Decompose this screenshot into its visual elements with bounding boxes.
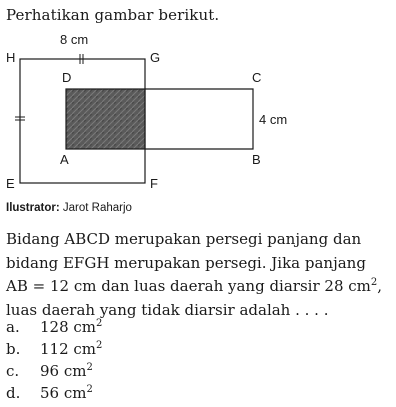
- option-letter: d.: [6, 384, 21, 402]
- credit-label: Ilustrator:: [6, 202, 60, 214]
- label-side-length: 4 cm: [259, 112, 288, 127]
- option-value: 96 cm: [40, 362, 87, 380]
- rectangle-abcd-outline: [145, 89, 253, 149]
- problem-text: AB = 12 cm dan luas daerah yang diarsir 28 cm: [6, 277, 371, 295]
- point-h: H: [6, 50, 16, 65]
- intro-text: Perhatikan gambar berikut.: [6, 6, 220, 24]
- label-top-length: 8 cm: [60, 32, 89, 47]
- option-value: 56 cm: [40, 384, 87, 402]
- point-c: C: [252, 70, 262, 85]
- answer-option-d[interactable]: [6, 382, 102, 404]
- problem-line: bidang EFGH merupakan persegi. Jika panjang: [6, 253, 366, 272]
- illustrator-credit: [6, 202, 132, 214]
- credit-name: Jarot Raharjo: [62, 202, 132, 214]
- problem-statement: [6, 228, 388, 322]
- answer-option-b[interactable]: [6, 338, 102, 360]
- option-value: 112 cm: [40, 340, 97, 358]
- answer-option-c[interactable]: [6, 360, 102, 382]
- answer-option-a[interactable]: [6, 316, 102, 338]
- exponent: 2: [86, 384, 93, 395]
- geometry-figure: [0, 0, 396, 200]
- exponent: 2: [370, 277, 378, 288]
- option-letter: b.: [6, 340, 21, 358]
- exponent: 2: [96, 340, 103, 351]
- point-d: D: [62, 70, 72, 85]
- option-letter: a.: [6, 318, 20, 336]
- problem-text: ,: [377, 277, 383, 295]
- shaded-region: [66, 89, 145, 149]
- problem-line: Bidang ABCD merupakan persegi panjang dan: [6, 230, 362, 248]
- point-a: A: [60, 152, 69, 167]
- point-f: F: [150, 176, 158, 191]
- answer-options: [6, 316, 102, 404]
- exponent: 2: [86, 362, 93, 373]
- option-letter: c.: [6, 362, 20, 380]
- point-b: B: [252, 152, 261, 167]
- point-e: E: [6, 176, 15, 191]
- problem-line: luas daerah yang tidak diarsir adalah . . . .: [6, 300, 329, 319]
- exponent: 2: [96, 318, 103, 329]
- option-value: 128 cm: [40, 318, 97, 336]
- problem-line: [6, 275, 388, 299]
- point-g: G: [150, 50, 161, 65]
